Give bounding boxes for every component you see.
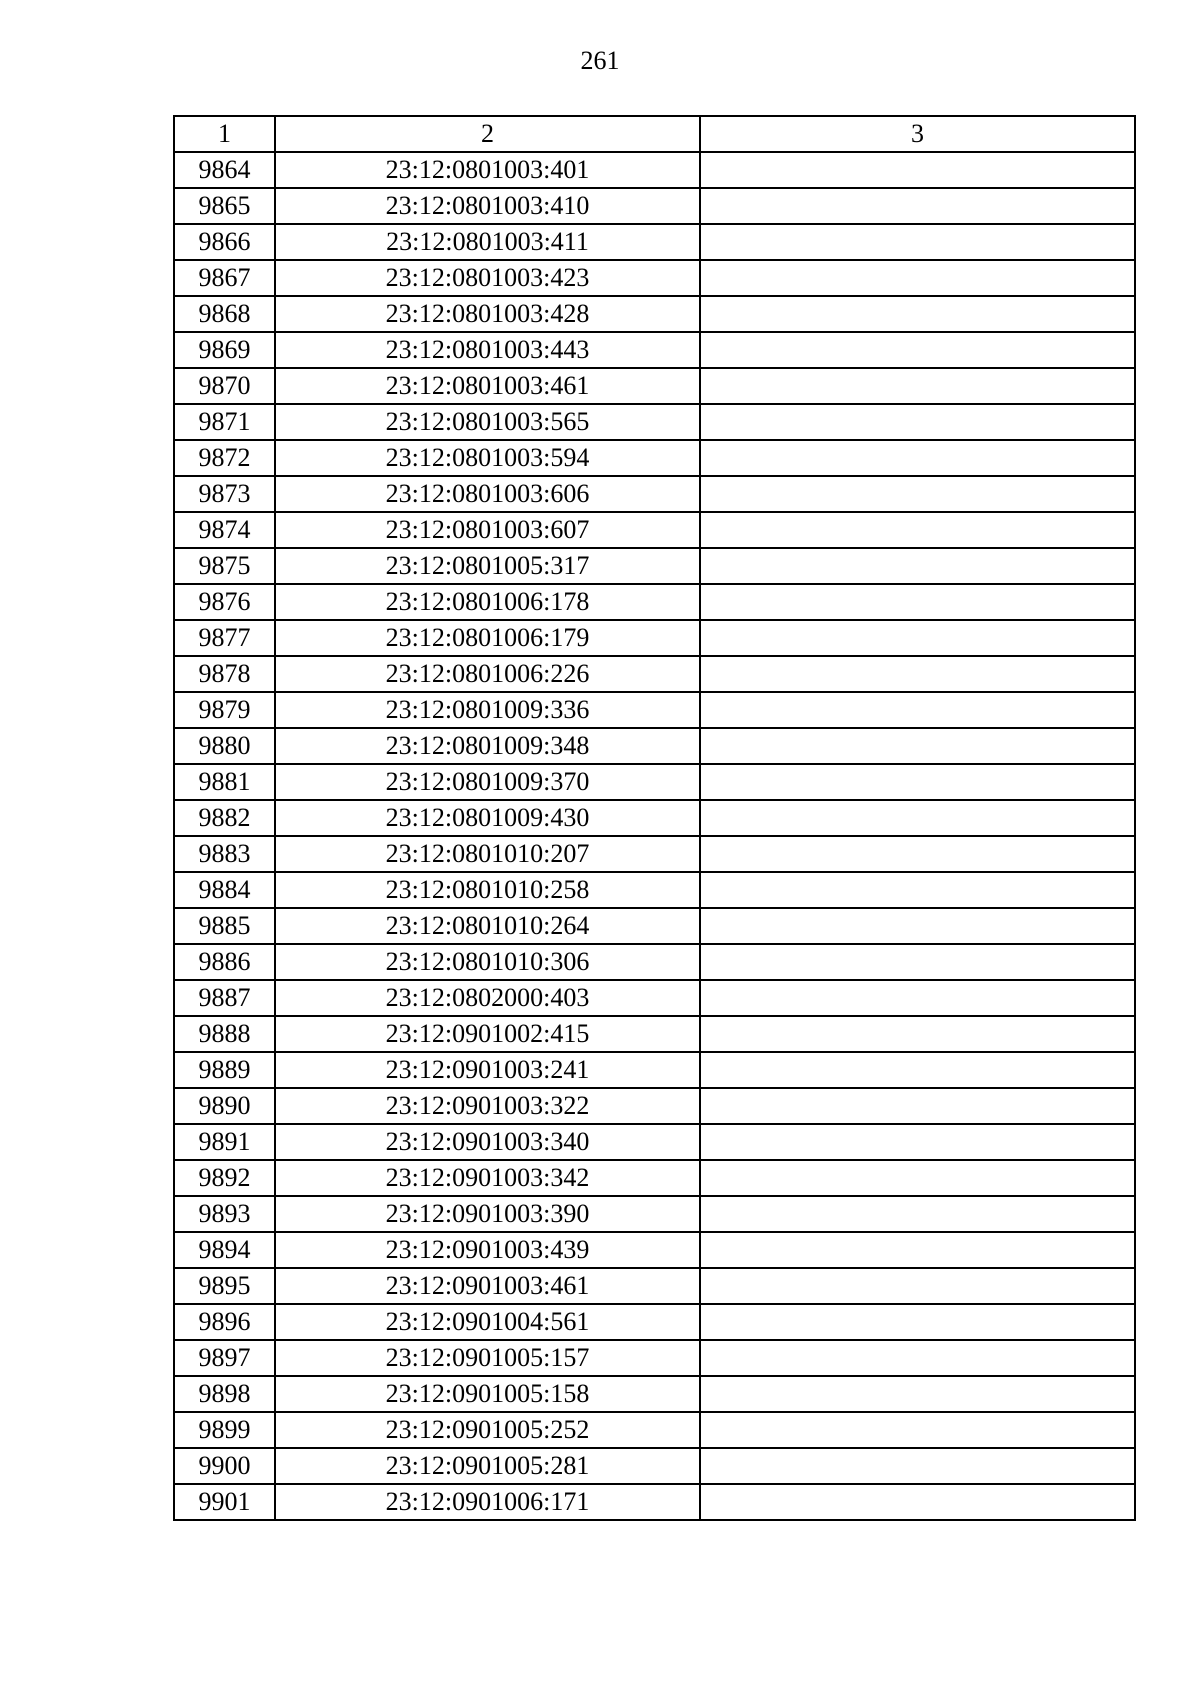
table-row	[174, 1412, 1135, 1448]
cadastral-number-cell: 23:12:0801003:606	[275, 476, 700, 512]
cadastral-number-cell: 23:12:0801009:348	[275, 728, 700, 764]
row-number-cell: 9892	[174, 1160, 275, 1196]
notes-cell	[700, 800, 1135, 836]
notes-cell	[700, 764, 1135, 800]
notes-cell	[700, 1376, 1135, 1412]
row-number-cell: 9889	[174, 1052, 275, 1088]
row-number-cell: 9888	[174, 1016, 275, 1052]
notes-cell	[700, 224, 1135, 260]
cadastral-number-cell: 23:12:0901005:252	[275, 1412, 700, 1448]
row-number-cell: 9869	[174, 332, 275, 368]
cadastral-number-cell: 23:12:0901003:342	[275, 1160, 700, 1196]
table-row	[174, 1160, 1135, 1196]
notes-cell	[700, 692, 1135, 728]
row-number-cell: 9873	[174, 476, 275, 512]
cadastral-number-cell: 23:12:0801003:443	[275, 332, 700, 368]
cadastral-number-table	[173, 115, 1136, 1521]
table-row	[174, 260, 1135, 296]
notes-cell	[700, 548, 1135, 584]
row-number-cell: 9882	[174, 800, 275, 836]
notes-cell	[700, 296, 1135, 332]
row-number-cell: 9881	[174, 764, 275, 800]
row-number-cell: 9890	[174, 1088, 275, 1124]
notes-cell	[700, 908, 1135, 944]
table-row	[174, 764, 1135, 800]
cadastral-number-cell: 23:12:0801003:594	[275, 440, 700, 476]
notes-cell	[700, 476, 1135, 512]
table-row	[174, 1124, 1135, 1160]
table-row	[174, 1016, 1135, 1052]
cadastral-number-cell: 23:12:0901003:439	[275, 1232, 700, 1268]
row-number-cell: 9883	[174, 836, 275, 872]
notes-cell	[700, 1160, 1135, 1196]
row-number-cell: 9893	[174, 1196, 275, 1232]
table-row	[174, 512, 1135, 548]
table-row	[174, 1268, 1135, 1304]
table-row	[174, 800, 1135, 836]
notes-cell	[700, 1448, 1135, 1484]
cadastral-number-cell: 23:12:0801003:565	[275, 404, 700, 440]
row-number-cell: 9878	[174, 656, 275, 692]
row-number-cell: 9868	[174, 296, 275, 332]
row-number-cell: 9884	[174, 872, 275, 908]
table-row	[174, 1196, 1135, 1232]
cadastral-number-cell: 23:12:0801003:411	[275, 224, 700, 260]
page-number: 261	[580, 46, 620, 75]
table-row	[174, 296, 1135, 332]
cadastral-number-cell: 23:12:0901006:171	[275, 1484, 700, 1520]
table-row	[174, 404, 1135, 440]
notes-cell	[700, 980, 1135, 1016]
cadastral-number-cell: 23:12:0801010:264	[275, 908, 700, 944]
row-number-cell: 9866	[174, 224, 275, 260]
notes-cell	[700, 1088, 1135, 1124]
notes-cell	[700, 1484, 1135, 1520]
notes-cell	[700, 1232, 1135, 1268]
cadastral-number-cell: 23:12:0801003:423	[275, 260, 700, 296]
row-number-cell: 9896	[174, 1304, 275, 1340]
cadastral-number-cell: 23:12:0801003:401	[275, 152, 700, 188]
row-number-cell: 9865	[174, 188, 275, 224]
cadastral-number-cell: 23:12:0901003:340	[275, 1124, 700, 1160]
row-number-cell: 9870	[174, 368, 275, 404]
cadastral-number-cell: 23:12:0901003:390	[275, 1196, 700, 1232]
column-header-3: 3	[700, 116, 1135, 152]
row-number-cell: 9887	[174, 980, 275, 1016]
table-row	[174, 584, 1135, 620]
cadastral-number-cell: 23:12:0801003:410	[275, 188, 700, 224]
row-number-cell: 9877	[174, 620, 275, 656]
table-row	[174, 1340, 1135, 1376]
table-row	[174, 908, 1135, 944]
row-number-cell: 9880	[174, 728, 275, 764]
table-row	[174, 368, 1135, 404]
notes-cell	[700, 332, 1135, 368]
row-number-cell: 9871	[174, 404, 275, 440]
notes-cell	[700, 404, 1135, 440]
notes-cell	[700, 1268, 1135, 1304]
row-number-cell: 9894	[174, 1232, 275, 1268]
table-row	[174, 1052, 1135, 1088]
notes-cell	[700, 1412, 1135, 1448]
row-number-cell: 9898	[174, 1376, 275, 1412]
notes-cell	[700, 1124, 1135, 1160]
table-row	[174, 224, 1135, 260]
table-row	[174, 1484, 1135, 1520]
column-header-2: 2	[275, 116, 700, 152]
table-row	[174, 656, 1135, 692]
row-number-cell: 9900	[174, 1448, 275, 1484]
cadastral-number-cell: 23:12:0801003:461	[275, 368, 700, 404]
table-row	[174, 836, 1135, 872]
notes-cell	[700, 656, 1135, 692]
cadastral-number-cell: 23:12:0901003:241	[275, 1052, 700, 1088]
cadastral-number-cell: 23:12:0801005:317	[275, 548, 700, 584]
cadastral-number-cell: 23:12:0802000:403	[275, 980, 700, 1016]
notes-cell	[700, 1196, 1135, 1232]
table-row	[174, 1232, 1135, 1268]
notes-cell	[700, 368, 1135, 404]
row-number-cell: 9864	[174, 152, 275, 188]
table-header-row	[174, 116, 1135, 152]
table-row	[174, 944, 1135, 980]
notes-cell	[700, 1016, 1135, 1052]
notes-cell	[700, 512, 1135, 548]
cadastral-number-cell: 23:12:0801003:607	[275, 512, 700, 548]
table-row	[174, 440, 1135, 476]
notes-cell	[700, 1052, 1135, 1088]
notes-cell	[700, 584, 1135, 620]
cadastral-number-cell: 23:12:0801003:428	[275, 296, 700, 332]
table-row	[174, 548, 1135, 584]
cadastral-number-cell: 23:12:0901003:461	[275, 1268, 700, 1304]
table-row	[174, 620, 1135, 656]
cadastral-number-cell: 23:12:0801010:258	[275, 872, 700, 908]
table-row	[174, 152, 1135, 188]
cadastral-number-cell: 23:12:0901004:561	[275, 1304, 700, 1340]
notes-cell	[700, 260, 1135, 296]
cadastral-number-cell: 23:12:0801009:430	[275, 800, 700, 836]
table-row	[174, 1304, 1135, 1340]
row-number-cell: 9872	[174, 440, 275, 476]
column-header-1: 1	[174, 116, 275, 152]
row-number-cell: 9879	[174, 692, 275, 728]
table-row	[174, 332, 1135, 368]
cadastral-number-cell: 23:12:0901003:322	[275, 1088, 700, 1124]
table-row	[174, 692, 1135, 728]
row-number-cell: 9876	[174, 584, 275, 620]
notes-cell	[700, 440, 1135, 476]
row-number-cell: 9886	[174, 944, 275, 980]
cadastral-number-cell: 23:12:0801010:207	[275, 836, 700, 872]
notes-cell	[700, 836, 1135, 872]
row-number-cell: 9875	[174, 548, 275, 584]
table-row	[174, 188, 1135, 224]
notes-cell	[700, 152, 1135, 188]
cadastral-number-cell: 23:12:0901005:281	[275, 1448, 700, 1484]
cadastral-number-cell: 23:12:0901005:158	[275, 1376, 700, 1412]
cadastral-number-cell: 23:12:0801006:179	[275, 620, 700, 656]
notes-cell	[700, 1340, 1135, 1376]
table-row	[174, 980, 1135, 1016]
notes-cell	[700, 188, 1135, 224]
cadastral-number-cell: 23:12:0801006:178	[275, 584, 700, 620]
notes-cell	[700, 1304, 1135, 1340]
table-row	[174, 728, 1135, 764]
table-row	[174, 476, 1135, 512]
row-number-cell: 9901	[174, 1484, 275, 1520]
cadastral-number-cell: 23:12:0801010:306	[275, 944, 700, 980]
notes-cell	[700, 728, 1135, 764]
table-body	[174, 152, 1135, 1520]
row-number-cell: 9867	[174, 260, 275, 296]
row-number-cell: 9895	[174, 1268, 275, 1304]
cadastral-number-cell: 23:12:0901002:415	[275, 1016, 700, 1052]
cadastral-number-cell: 23:12:0901005:157	[275, 1340, 700, 1376]
row-number-cell: 9899	[174, 1412, 275, 1448]
row-number-cell: 9897	[174, 1340, 275, 1376]
notes-cell	[700, 620, 1135, 656]
table-row	[174, 1376, 1135, 1412]
row-number-cell: 9874	[174, 512, 275, 548]
cadastral-number-cell: 23:12:0801009:336	[275, 692, 700, 728]
table-row	[174, 872, 1135, 908]
table-row	[174, 1448, 1135, 1484]
table-row	[174, 1088, 1135, 1124]
row-number-cell: 9891	[174, 1124, 275, 1160]
notes-cell	[700, 944, 1135, 980]
cadastral-number-cell: 23:12:0801006:226	[275, 656, 700, 692]
notes-cell	[700, 872, 1135, 908]
cadastral-number-cell: 23:12:0801009:370	[275, 764, 700, 800]
row-number-cell: 9885	[174, 908, 275, 944]
